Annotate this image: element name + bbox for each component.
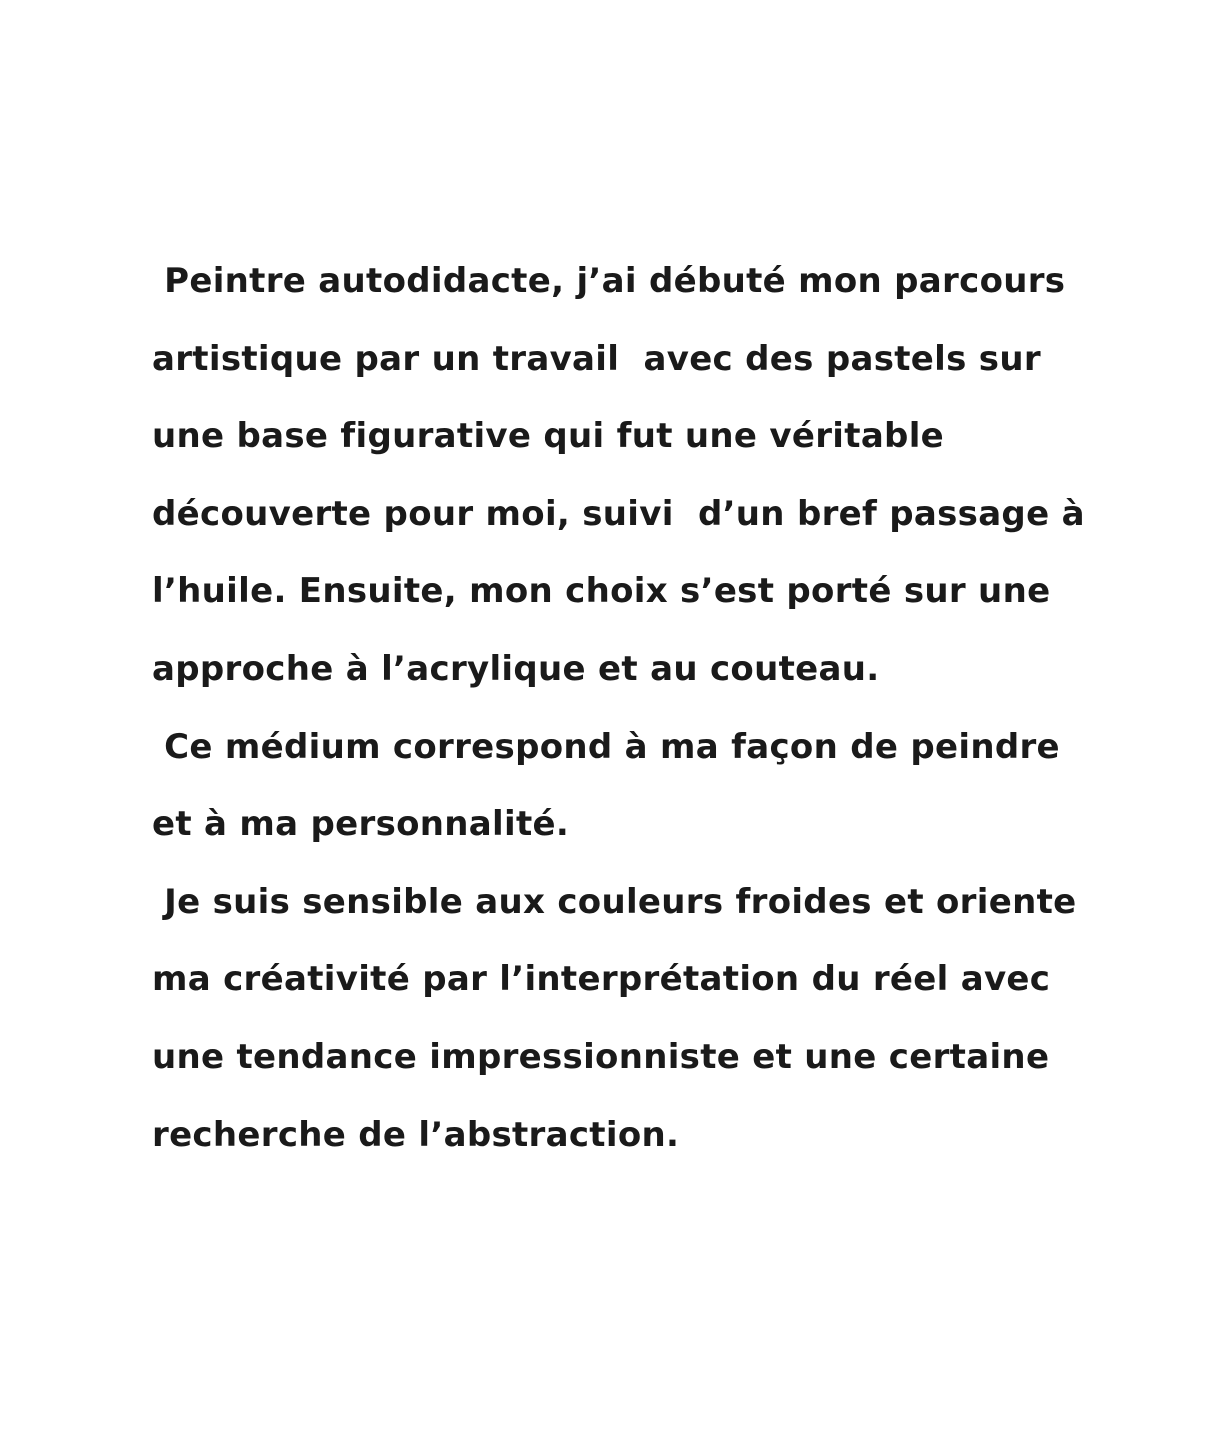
text-line: approche à l’acrylique et au couteau. <box>152 648 880 689</box>
text-line: une tendance impressionniste et une certaine <box>152 1036 1050 1077</box>
text-line: artistique par un travail avec des pastels sur <box>152 338 1041 379</box>
text-line: découverte pour moi, suivi d’un bref passage à <box>152 493 1085 534</box>
text-line: Je suis sensible aux couleurs froides et oriente <box>152 881 1077 922</box>
text-line: et à ma personnalité. <box>152 804 570 845</box>
text-line: ma créativité par l’interprétation du réel avec <box>152 959 1051 1000</box>
text-line: Peintre autodidacte, j’ai débuté mon parcours <box>152 261 1066 301</box>
text-line: recherche de l’abstraction. <box>152 1114 680 1155</box>
body-text <box>152 243 1085 1174</box>
text-line: une base figurative qui fut une véritable <box>152 416 945 457</box>
text-line: l’huile. Ensuite, mon choix s’est porté sur une <box>152 571 1051 612</box>
text-line: Ce médium correspond à ma façon de peindre <box>152 726 1060 767</box>
